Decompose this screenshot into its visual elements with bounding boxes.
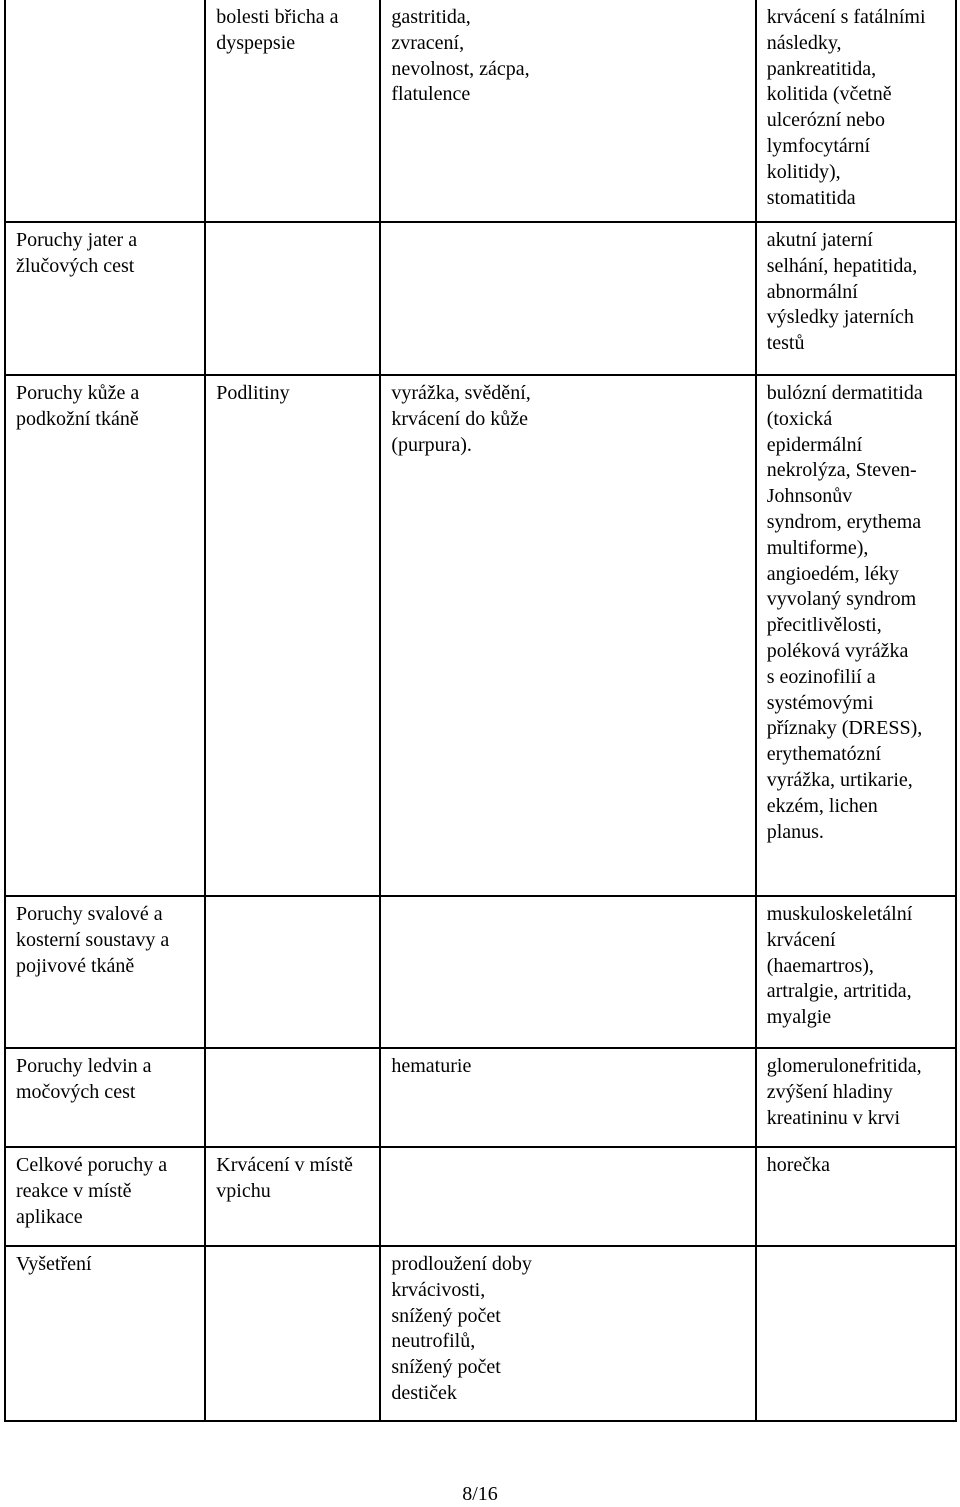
table-row [5, 0, 956, 222]
rare-cell: akutní jaterní selhání, hepatitida, abnormální výsledky jaterních testů [756, 222, 956, 375]
uncommon-cell [380, 222, 755, 375]
rare-cell: muskuloskeletální krvácení (haemartros), artralgie, artritida, myalgie [756, 896, 956, 1048]
rare-cell: bulózní dermatitida (toxická epidermální nekrolýza, Steven- Johnsonův syndrom, erythema multiforme), angioedém, léky vyvolaný syndrom přecitlivělosti, poléková vyrážka s eozinofilií a systémovými příznaky (DRESS), erythematózní vyrážka, urtikarie, ekzém, lichen planus. [756, 375, 956, 896]
organ-class-cell: Vyšetření [5, 1246, 205, 1421]
uncommon-cell [380, 896, 755, 1048]
common-cell: bolesti břicha a dyspepsie [205, 0, 380, 222]
uncommon-cell: hematurie [380, 1048, 755, 1147]
rare-cell: krvácení s fatálními následky, pankreatitida, kolitida (včetně ulcerózní nebo lymfocytární kolitidy), stomatitida [756, 0, 956, 222]
rare-cell [756, 1246, 956, 1421]
organ-class-cell: Poruchy kůže a podkožní tkáně [5, 375, 205, 896]
table-row [5, 375, 956, 896]
common-cell [205, 896, 380, 1048]
common-cell [205, 1048, 380, 1147]
common-cell [205, 222, 380, 375]
rare-cell: glomerulonefritida, zvýšení hladiny kreatininu v krvi [756, 1048, 956, 1147]
uncommon-cell: vyrážka, svědění, krvácení do kůže (purpura). [380, 375, 755, 896]
table-row [5, 222, 956, 375]
organ-class-cell: Celkové poruchy a reakce v místě aplikace [5, 1147, 205, 1246]
uncommon-cell: gastritida, zvracení, nevolnost, zácpa, flatulence [380, 0, 755, 222]
organ-class-cell: Poruchy ledvin a močových cest [5, 1048, 205, 1147]
table-row [5, 1147, 956, 1246]
table-body [5, 0, 956, 1421]
table-row [5, 1246, 956, 1421]
organ-class-cell: Poruchy svalové a kosterní soustavy a pojivové tkáně [5, 896, 205, 1048]
common-cell [205, 1246, 380, 1421]
common-cell: Podlitiny [205, 375, 380, 896]
table-row [5, 1048, 956, 1147]
table-row [5, 896, 956, 1048]
adverse-effects-table [4, 0, 957, 1422]
organ-class-cell: Poruchy jater a žlučových cest [5, 222, 205, 375]
page-number: 8/16 [462, 1483, 498, 1505]
common-cell: Krvácení v místě vpichu [205, 1147, 380, 1246]
rare-cell: horečka [756, 1147, 956, 1246]
organ-class-cell [5, 0, 205, 222]
uncommon-cell [380, 1147, 755, 1246]
uncommon-cell: prodloužení doby krvácivosti, snížený počet neutrofilů, snížený počet destiček [380, 1246, 755, 1421]
